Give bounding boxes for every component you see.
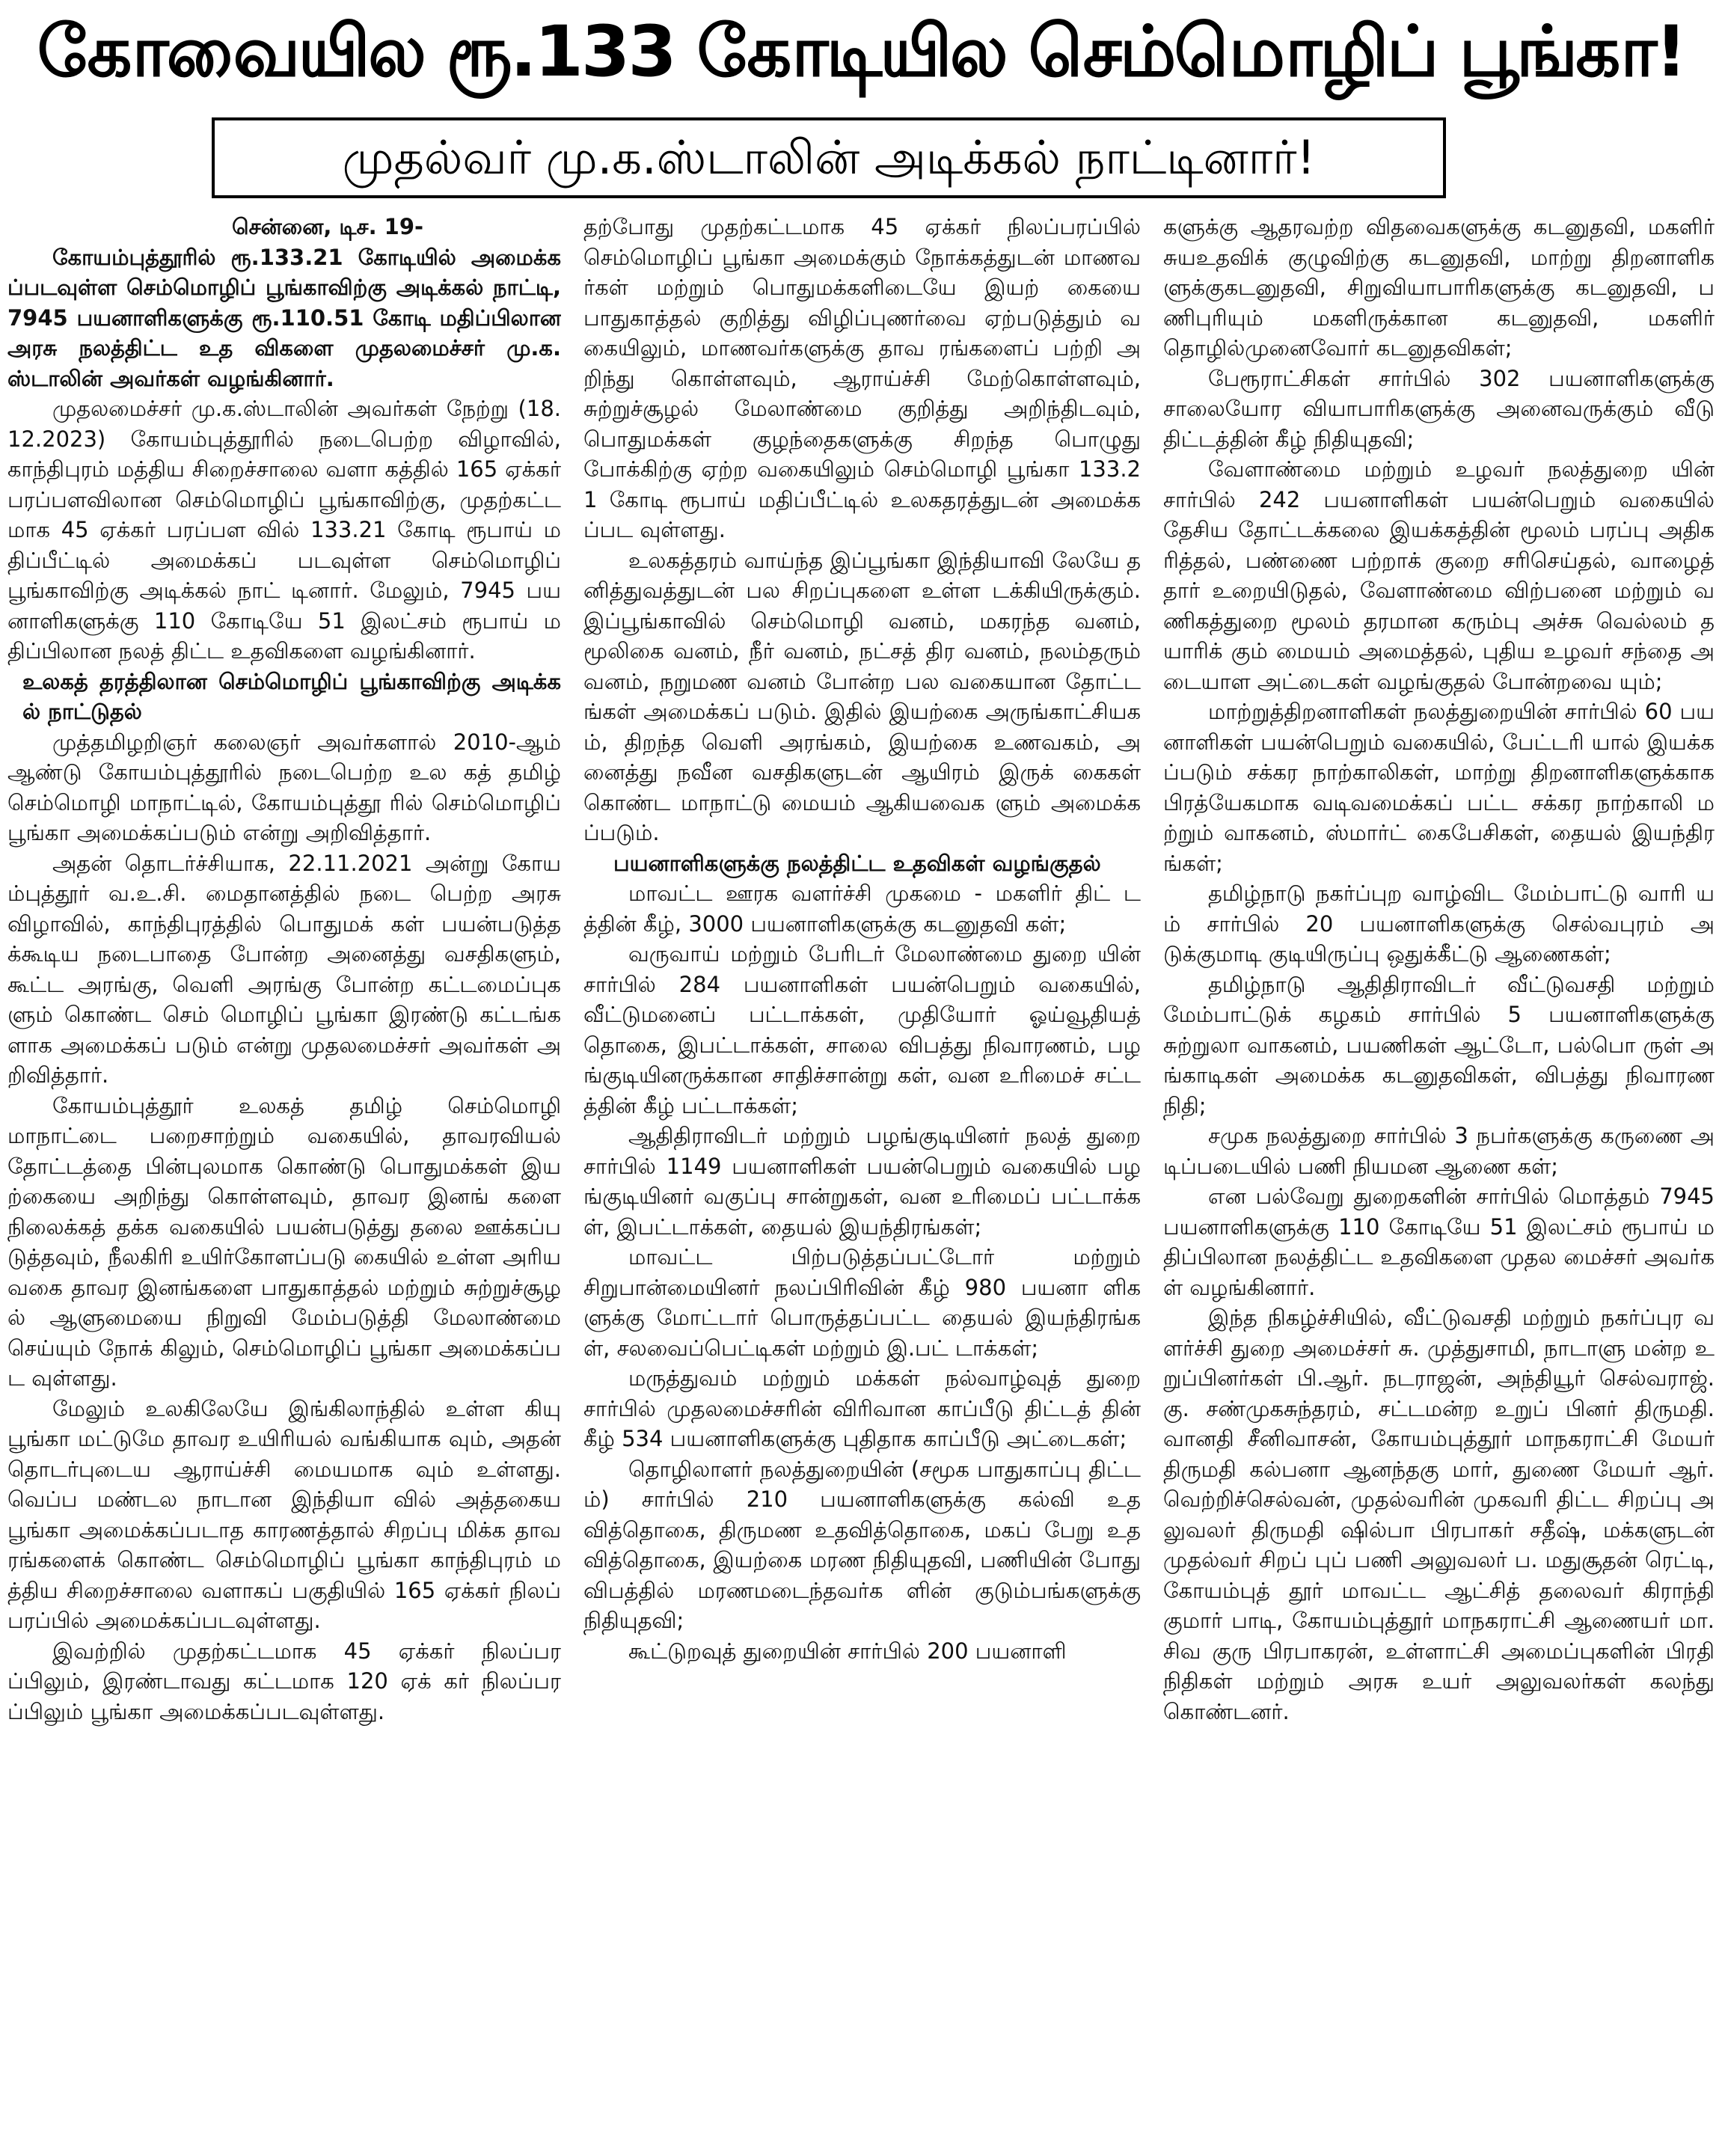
paragraph: என பல்வேறு துறைகளின் சார்பில் மொத்தம் 7945 பயனாளிகளுக்கு 110 கோடியே 51 இலட்சம் ரூபாய் மதிப்பிலான நலத்திட்ட உதவிகளை முதல மைச்சர் அவர்கள் வழங்கினார். <box>1163 1183 1715 1300</box>
paragraph: மேலும் உலகிலேயே இங்கிலாந்தில் உள்ள கியு பூங்கா மட்டுமே தாவர உயிரியல் வங்கியாக வும், அதன் தொடர்புடைய ஆராய்ச்சி மையமாக வும் உள்ளது. வெப்ப மண்டல நாடான இந்தியா வில் அத்தகைய பூங்கா அமைக்கப்படாத காரணத்தால் சிறப்பு மிக்க தாவரங்களைக் கொண்ட செம்மொழிப் பூங்கா காந்திபுரம் மத்திய சிறைச்சாலை வளாகப் பகுதியில் 165 ஏக்கர் நிலப் பரப்பில் அமைக்கப்படவுள்ளது. <box>7 1395 561 1633</box>
paragraph: தமிழ்நாடு ஆதிதிராவிடர் வீட்டுவசதி மற்றும் மேம்பாட்டுக் கழகம் சார்பில் 5 பயனாளிகளுக்கு சுற்றுலா வாகனம், பயணிகள் ஆட்டோ, பல்பொ ருள் அங்காடிகள் அமைக்க கடனுதவிகள், விபத்து நிவாரண நிதி; <box>1163 971 1715 1118</box>
paragraph: அதன் தொடர்ச்சியாக, 22.11.2021 அன்று கோயம்புத்தூர் வ.உ.சி. மைதானத்தில் நடை பெற்ற அரசு விழாவில், காந்திபுரத்தில் பொதுமக் கள் பயன்படுத்தக்கூடிய நடைபாதை போன்ற அனைத்து வசதிகளும், கூட்ட அரங்கு, வெளி அரங்கு போன்ற கட்டமைப்புகளும் கொண்ட செம் மொழிப் பூங்கா இரண்டு கட்டங்களாக அமைக்கப் படும் என்று முதலமைச்சர் அவர்கள் அறிவித்தார். <box>7 850 561 1088</box>
paragraph: மருத்துவம் மற்றும் மக்கள் நல்வாழ்வுத் துறை சார்பில் முதலமைச்சரின் விரிவான காப்பீடு திட்டத் தின் கீழ் 534 பயனாளிகளுக்கு புதிதாக காப்பீடு அட்டைகள்; <box>583 1365 1141 1451</box>
paragraph: தற்போது முதற்கட்டமாக 45 ஏக்கர் நிலப்பரப்பில் செம்மொழிப் பூங்கா அமைக்கும் நோக்கத்துடன் மாணவர்கள் மற்றும் பொதுமக்களிடையே இயற் கையை பாதுகாத்தல் குறித்து விழிப்புணர்வை ஏற்படுத்தும் வகையிலும், மாணவர்களுக்கு தாவ ரங்களைப் பற்றி அறிந்து கொள்ளவும், ஆராய்ச்சி மேற்கொள்ளவும், சுற்றுச்சூழல் மேலாண்மை குறித்து அறிந்திடவும், பொதுமக்கள் குழந்தைகளுக்கு சிறந்த பொழுது போக்கிற்கு ஏற்ற வகையிலும் செம்மொழி பூங்கா 133.21 கோடி ரூபாய் மதிப்பீட்டில் உலகதரத்துடன் அமைக்கப்பட வுள்ளது. <box>583 214 1141 542</box>
section-heading: உலகத் தரத்திலான செம்மொழிப் பூங்காவிற்கு அடிக்கல் நாட்டுதல் <box>22 668 561 724</box>
paragraph: களுக்கு ஆதரவற்ற விதவைகளுக்கு கடனுதவி, மகளிர் சுயஉதவிக் குழுவிற்கு கடனுதவி, மாற்று திறனாளிகளுக்குகடனுதவி, சிறுவியாபாரிகளுக்கு கடனுதவி, பணிபுரியும் மகளிருக்கான கடனுதவி, மகளிர் தொழில்முனைவோர் கடனுதவிகள்; <box>1163 214 1715 361</box>
article-column-2 <box>583 212 1141 2153</box>
paragraph: ஆதிதிராவிடர் மற்றும் பழங்குடியினர் நலத் துறை சார்பில் 1149 பயனாளிகள் பயன்பெறும் வகையில் பழங்குடியினர் வகுப்பு சான்றுகள், வன உரிமைப் பட்டாக்கள், இபட்டாக்கள், தையல் இயந்திரங்கள்; <box>583 1123 1141 1240</box>
paragraph: மாவட்ட ஊரக வளர்ச்சி முகமை - மகளிர் திட் டத்தின் கீழ், 3000 பயனாளிகளுக்கு கடனுதவி கள்; <box>583 881 1141 937</box>
article-column-1 <box>7 212 561 2153</box>
section-heading: பயனாளிகளுக்கு நலத்திட்ட உதவிகள் வழங்குதல் <box>613 850 1101 876</box>
dateline: சென்னை, டிச. 19- <box>232 214 424 239</box>
article-column-3 <box>1163 212 1715 2153</box>
paragraph: உலகத்தரம் வாய்ந்த இப்பூங்கா இந்தியாவி லேயே தனித்துவத்துடன் பல சிறப்புகளை உள்ள டக்கியிருக்கும். இப்பூங்காவில் செம்மொழி வனம், மகரந்த வனம், மூலிகை வனம், நீர் வனம், நட்சத் திர வனம், நலம்தரும் வனம், நறுமண வனம் போன்ற பல வகையான தோட்டங்கள் அமைக்கப் படும். இதில் இயற்கை அருங்காட்சியகம், திறந்த வெளி அரங்கம், இயற்கை உணவகம், அனைத்து நவீன வசதிகளுடன் ஆயிரம் இருக் கைகள் கொண்ட மாநாட்டு மையம் ஆகியவைக ளும் அமைக்கப்படும். <box>583 547 1141 845</box>
paragraph: தொழிலாளர் நலத்துறையின் (சமூக பாதுகாப்பு திட்டம்) சார்பில் 210 பயனாளிகளுக்கு கல்வி உத வித்தொகை, திருமண உதவித்தொகை, மகப் பேறு உதவித்தொகை, இயற்கை மரண நிதியுதவி, பணியின் போது விபத்தில் மரணமடைந்தவர்க ளின் குடும்பங்களுக்கு நிதியுதவி; <box>583 1456 1141 1633</box>
paragraph: தமிழ்நாடு நகர்ப்புற வாழ்விட மேம்பாட்டு வாரி யம் சார்பில் 20 பயனாளிகளுக்கு செல்வபுரம் அடுக்குமாடி குடியிருப்பு ஒதுக்கீட்டு ஆணைகள்; <box>1163 881 1715 967</box>
paragraph: இந்த நிகழ்ச்சியில், வீட்டுவசதி மற்றும் நகர்ப்புர வளர்ச்சி துறை அமைச்சர் சு. முத்துசாமி, நாடாளு மன்ற உறுப்பினர்கள் பி.ஆர். நடராஜன், அந்தியூர் செல்வராஜ். கு. சண்முகசுந்தரம், சட்டமன்ற உறுப் பினர் திருமதி. வானதி சீனிவாசன், கோயம்புத்தூர் மாநகராட்சி மேயர் திருமதி கல்பனா ஆனந்தகு மார், துணை மேயர் ஆர். வெற்றிச்செல்வன், முதல்வரின் முகவரி திட்ட சிறப்பு அலுவலர் திருமதி ஷில்பா பிரபாகர் சதீஷ், மக்களுடன் முதல்வர் சிறப் புப் பணி அலுவலர் ப. மதுசூதன் ரெட்டி, கோயம்புத் தூர் மாவட்ட ஆட்சித் தலைவர் கிராந்தி குமார் பாடி, கோயம்புத்தூர் மாநகராட்சி ஆணையர் மா.சிவ குரு பிரபாகரன், உள்ளாட்சி அமைப்புகளின் பிரதி நிதிகள் மற்றும் அரசு உயர் அலுவலர்கள் கலந்து கொண்டனர். <box>1163 1305 1715 1724</box>
paragraph: வேளாண்மை மற்றும் உழவர் நலத்துறை யின் சார்பில் 242 பயனாளிகள் பயன்பெறும் வகையில் தேசிய தோட்டக்கலை இயக்கத்தின் மூலம் பரப்பு அதிகரித்தல், பண்ணை பற்றாக் குறை சரிசெய்தல், வாழைத் தார் உறையிடுதல், வேளாண்மை விற்பனை மற்றும் வணிகத்துறை மூலம் தரமான கரும்பு அச்சு வெல்லம் தயாரிக் கும் மையம் அமைத்தல், புதிய உழவர் சந்தை அடையாள அட்டைகள் வழங்குதல் போன்றவை யும்; <box>1163 456 1715 694</box>
paragraph: கோயம்புத்தூர் உலகத் தமிழ் செம்மொழி மாநாட்டை பறைசாற்றும் வகையில், தாவரவியல் தோட்டத்தை பின்புலமாக கொண்டு பொதுமக்கள் இயற்கையை அறிந்து கொள்ளவும், தாவர இனங் களை நிலைக்கத் தக்க வகையில் பயன்படுத்து தலை ஊக்கப்படுத்தவும், நீலகிரி உயிர்கோளப்படு கையில் உள்ள அரிய வகை தாவர இனங்களை பாதுகாத்தல் மற்றும் சுற்றுச்சூழல் ஆளுமையை நிறுவி மேம்படுத்தி மேலாண்மை செய்யும் நோக் கிலும், செம்மொழிப் பூங்கா அமைக்கப்பட வுள்ளது. <box>7 1092 561 1391</box>
paragraph: மாவட்ட பிற்படுத்தப்பட்டோர் மற்றும் சிறுபான்மையினர் நலப்பிரிவின் கீழ் 980 பயனா ளிகளுக்கு மோட்டார் பொருத்தப்பட்ட தையல் இயந்திரங்கள், சலவைப்பெட்டிகள் மற்றும் இ.பட் டாக்கள்; <box>583 1244 1141 1361</box>
paragraph: சமுக நலத்துறை சார்பில் 3 நபர்களுக்கு கருணை அடிப்படையில் பணி நியமன ஆணை கள்; <box>1163 1123 1715 1179</box>
lead-paragraph: கோயம்புத்தூரில் ரூ.133.21 கோடியில் அமைக்கப்படவுள்ள செம்மொழிப் பூங்காவிற்கு அடிக்கல் நாட்டி, 7945 பயனாளிகளுக்கு ரூ.110.51 கோடி மதிப்பிலான அரசு நலத்திட்ட உத விகளை முதலமைச்சர் மு.க.ஸ்டாலின் அவர்கள் வழங்கினார். <box>7 244 561 391</box>
paragraph: வருவாய் மற்றும் பேரிடர் மேலாண்மை துறை யின் சார்பில் 284 பயனாளிகள் பயன்பெறும் வகையில், வீட்டுமனைப் பட்டாக்கள், முதியோர் ஓய்வூதியத் தொகை, இபட்டாக்கள், சாலை விபத்து நிவாரணம், பழங்குடியினருக்கான சாதிச்சான்று கள், வன உரிமைச் சட்டத்தின் கீழ் பட்டாக்கள்; <box>583 941 1141 1118</box>
paragraph: இவற்றில் முதற்கட்டமாக 45 ஏக்கர் நிலப்பரப்பிலும், இரண்டாவது கட்டமாக 120 ஏக் கர் நிலப்பரப்பிலும் பூங்கா அமைக்கப்படவுள்ளது. <box>7 1638 561 1724</box>
subheadline: முதல்வர் மு.க.ஸ்டாலின் அடிக்கல் நாட்டினார்! <box>212 117 1446 198</box>
headline: கோவையில ரூ.133 கோடியில செம்மொழிப் பூங்கா! <box>37 11 1685 93</box>
paragraph: முதலமைச்சர் மு.க.ஸ்டாலின் அவர்கள் நேற்று (18.12.2023) கோயம்புத்தூரில் நடைபெற்ற விழாவில், காந்திபுரம் மத்திய சிறைச்சாலை வளா கத்தில் 165 ஏக்கர் பரப்பளவிலான செம்மொழிப் பூங்காவிற்கு, முதற்கட்டமாக 45 ஏக்கர் பரப்பள வில் 133.21 கோடி ரூபாய் மதிப்பீட்டில் அமைக்கப் படவுள்ள செம்மொழிப் பூங்காவிற்கு அடிக்கல் நாட் டினார். மேலும், 7945 பயனாளிகளுக்கு 110 கோடியே 51 இலட்சம் ரூபாய் மதிப்பிலான நலத் திட்ட உதவிகளை வழங்கினார். <box>7 396 561 664</box>
paragraph: பேரூராட்சிகள் சார்பில் 302 பயனாளிகளுக்கு சாலையோர வியாபாரிகளுக்கு அனைவருக்கும் வீடு திட்டத்தின் கீழ் நிதியுதவி; <box>1163 365 1715 452</box>
paragraph: மாற்றுத்திறனாளிகள் நலத்துறையின் சார்பில் 60 பயனாளிகள் பயன்பெறும் வகையில், பேட்டரி யால் இயக்கப்படும் சக்கர நாற்காலிகள், மாற்று திறனாளிகளுக்காக பிரத்யேகமாக வடிவமைக்கப் பட்ட சக்கர நாற்காலி மற்றும் வாகனம், ஸ்மார்ட் கைபேசிகள், தையல் இயந்திரங்கள்; <box>1163 699 1715 876</box>
paragraph: கூட்டுறவுத் துறையின் சார்பில் 200 பயனாளி <box>628 1638 1067 1664</box>
paragraph: முத்தமிழறிஞர் கலைஞர் அவர்களால் 2010-ஆம் ஆண்டு கோயம்புத்தூரில் நடைபெற்ற உல கத் தமிழ் செம்மொழி மாநாட்டில், கோயம்புத்தூ ரில் செம்மொழிப் பூங்கா அமைக்கப்படும் என்று அறிவித்தார். <box>7 729 561 845</box>
